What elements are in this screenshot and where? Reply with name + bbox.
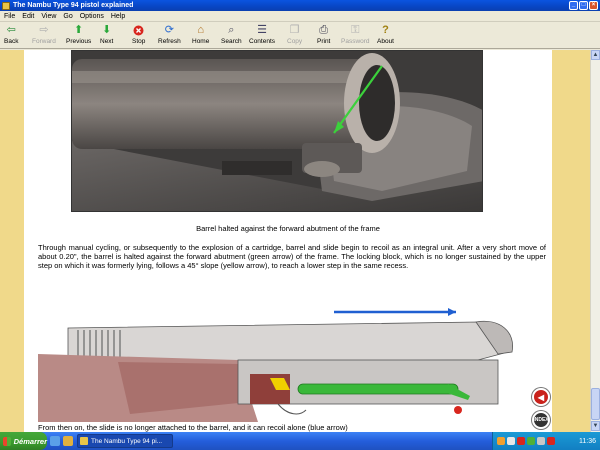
search-icon: ⌕	[228, 24, 235, 36]
arrow-left-icon: ◀	[537, 392, 545, 402]
menu-view[interactable]: View	[41, 12, 57, 20]
volume-icon[interactable]	[537, 437, 545, 445]
stop-button[interactable]: Stop	[132, 24, 145, 48]
index-nav-button[interactable]	[532, 411, 550, 429]
app-icon	[2, 2, 10, 10]
copy-icon: ❐	[289, 24, 300, 36]
close-button[interactable]: ×	[589, 1, 598, 10]
scroll-up-arrow-icon[interactable]: ▲	[592, 52, 599, 58]
menu-help[interactable]: Help	[110, 12, 126, 20]
about-button[interactable]: ? About	[377, 24, 394, 45]
arrow-up-icon: ⬆	[74, 24, 84, 36]
back-nav-button[interactable]	[532, 388, 550, 406]
forward-button[interactable]: ⇨ Forward	[32, 24, 56, 45]
contents-button[interactable]: ☰ Contents	[249, 24, 276, 45]
right-margin	[552, 50, 590, 432]
printer-icon: ⎙	[319, 24, 329, 36]
app-icon	[80, 437, 88, 445]
window-title: The Nambu Type 94 pistol explained	[13, 2, 134, 9]
next-button[interactable]: ⬇ Next	[100, 24, 114, 45]
stop-icon	[133, 24, 145, 36]
minimize-button[interactable]: _	[569, 1, 578, 10]
search-button[interactable]: ⌕ Search	[221, 24, 242, 45]
photo-caption: Barrel halted against the forward abutment of the frame	[196, 224, 380, 233]
quicklaunch-icon[interactable]	[63, 436, 73, 446]
taskbar	[0, 432, 600, 450]
print-button[interactable]: ⎙ Print	[317, 24, 331, 45]
home-icon: ⌂	[197, 24, 204, 36]
barrel-photo	[71, 50, 483, 212]
tray-icon[interactable]	[507, 437, 515, 445]
tray-icon[interactable]	[527, 437, 535, 445]
toolbar	[0, 22, 600, 49]
start-button[interactable]: Démarrer	[0, 432, 47, 450]
windows-flag-icon	[3, 437, 11, 446]
key-icon: ⚿	[351, 24, 360, 36]
copy-button[interactable]: ❐ Copy	[287, 24, 303, 45]
paragraph-slide: From then on, the slide is no longer attached to the barrel, and it can recoil alone (blue arrow)	[38, 423, 348, 432]
pistol-diagram	[38, 304, 518, 422]
security-icon[interactable]	[547, 437, 555, 445]
paragraph-recoil: Through manual cycling, or subsequently to the explosion of a cartridge, barrel and slide begin to recoil as an integral unit. After a very short move of about 0.20", the barrel is halted against the forward abutment (green arrow) of the frame. The locking block, which is no longer sustained by the upper step on which it was formerly lying, follows a 45° slope (yellow arrow), to reach a lower step in the same recess.	[38, 243, 546, 270]
home-button[interactable]: ⌂ Home	[192, 24, 210, 45]
maximize-button[interactable]: □	[579, 1, 588, 10]
page	[24, 50, 552, 432]
back-button[interactable]: ⇦ Back	[4, 24, 19, 45]
menu-edit[interactable]: Edit	[22, 12, 35, 20]
content-area	[0, 50, 590, 432]
previous-button[interactable]: ⬆ Previous	[66, 24, 92, 45]
scroll-thumb[interactable]	[591, 388, 600, 420]
arrow-down-icon: ⬇	[102, 24, 112, 36]
refresh-button[interactable]: ⟳ Refresh	[158, 24, 181, 45]
left-margin	[0, 50, 24, 432]
password-button[interactable]: ⚿ Password	[341, 24, 370, 45]
tray-icon[interactable]	[517, 437, 525, 445]
menu-go[interactable]: Go	[63, 12, 73, 20]
system-tray	[492, 432, 600, 450]
tray-icon[interactable]	[497, 437, 505, 445]
menu-file[interactable]: File	[4, 12, 16, 20]
scroll-down-arrow-icon[interactable]: ▼	[592, 423, 599, 429]
clock: 11:36	[579, 437, 596, 445]
quicklaunch-icon[interactable]	[50, 436, 60, 446]
index-label: INDEX	[533, 417, 549, 423]
taskbar-item-nambu[interactable]: The Nambu Type 94 pi...	[77, 434, 173, 448]
title-bar	[0, 0, 600, 11]
arrow-left-icon: ⇦	[6, 24, 16, 36]
menu-options[interactable]: Options	[79, 12, 104, 20]
contents-icon: ☰	[257, 24, 267, 36]
menu-bar	[0, 11, 600, 22]
refresh-icon: ⟳	[164, 24, 174, 36]
question-icon: ?	[382, 24, 389, 36]
vertical-scrollbar[interactable]	[590, 50, 600, 432]
arrow-right-icon: ⇨	[39, 24, 49, 36]
